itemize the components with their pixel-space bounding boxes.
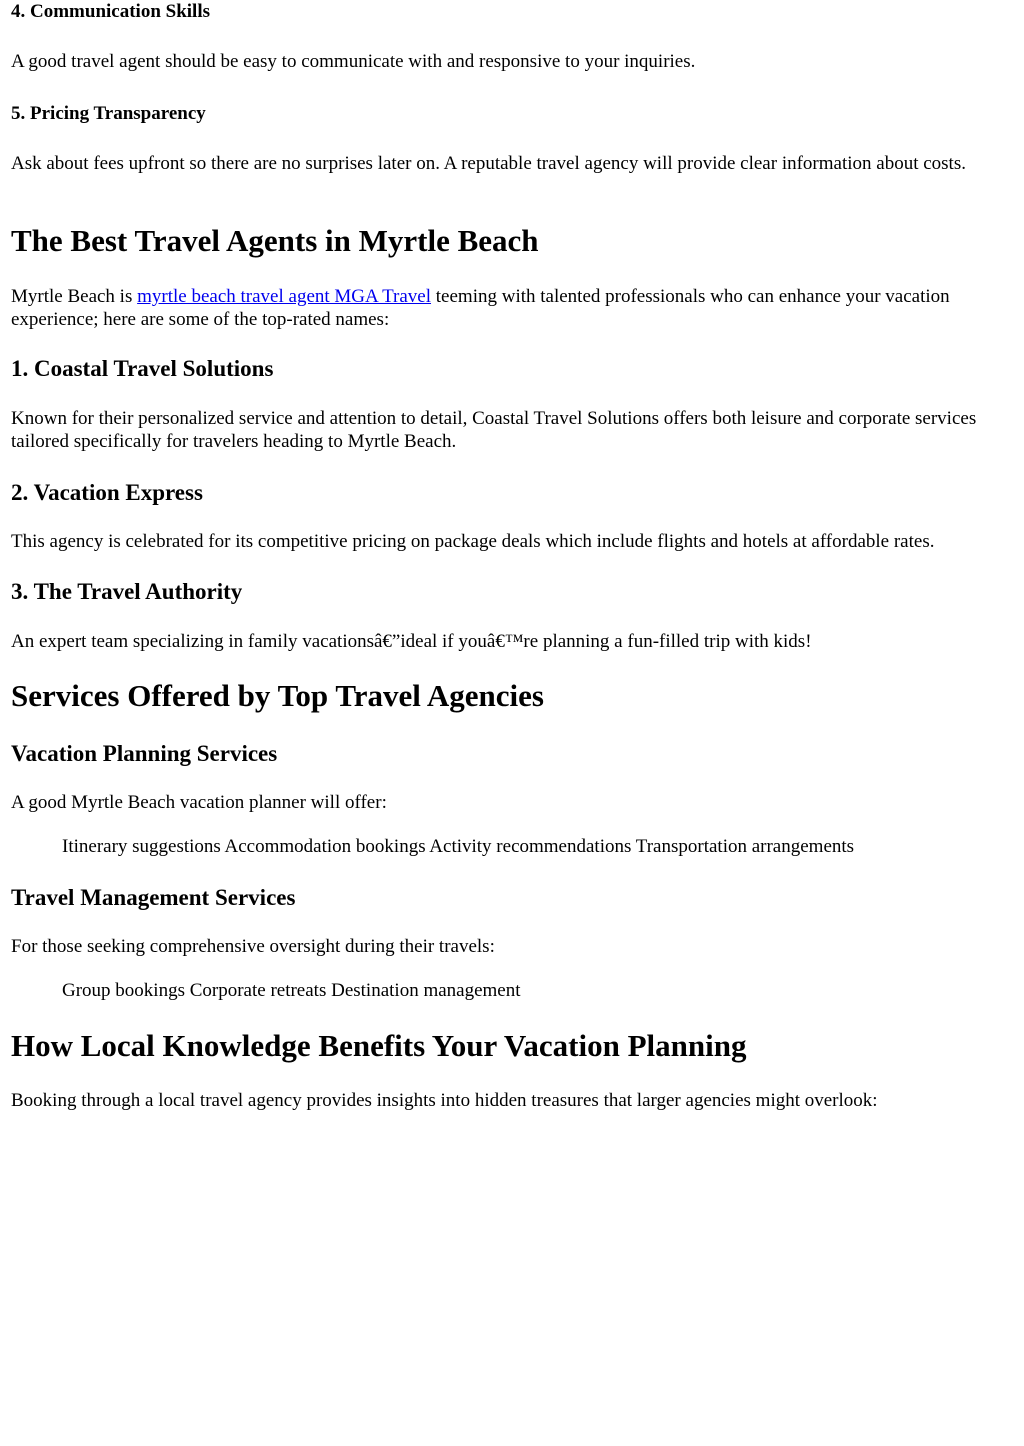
intro-text-after-link: teeming with talented professionals who can enhance your vacation experience; here are some of the top-rated names: — [11, 286, 950, 330]
heading-services-offered: Services Offered by Top Travel Agencies — [11, 678, 544, 713]
list-travel-management: Group bookings Corporate retreats Destination management — [62, 980, 521, 1001]
heading-local-knowledge: How Local Knowledge Benefits Your Vacation Planning — [11, 1028, 747, 1063]
heading-best-travel-agents: The Best Travel Agents in Myrtle Beach — [11, 223, 539, 258]
heading-travel-authority: 3. The Travel Authority — [11, 579, 243, 604]
paragraph-travel-authority: An expert team specializing in family vacationsâ€”ideal if youâ€™re planning a fun-filled trip with kids! — [11, 631, 812, 652]
heading-travel-management-services: Travel Management Services — [11, 885, 296, 910]
paragraph-communication: A good travel agent should be easy to communicate with and responsive to your inquiries. — [11, 51, 696, 72]
heading-coastal-travel-solutions: 1. Coastal Travel Solutions — [11, 356, 274, 381]
mga-travel-link[interactable]: myrtle beach travel agent MGA Travel — [137, 286, 432, 307]
heading-vacation-express: 2. Vacation Express — [11, 480, 203, 505]
heading-communication-skills: 4. Communication Skills — [11, 1, 211, 22]
paragraph-vacation-planning: A good Myrtle Beach vacation planner will offer: — [11, 792, 387, 813]
list-vacation-planning: Itinerary suggestions Accommodation bookings Activity recommendations Transportation arrangements — [62, 836, 855, 857]
paragraph-pricing: Ask about fees upfront so there are no surprises later on. A reputable travel agency will provide clear information about costs. — [11, 153, 966, 174]
paragraph-best-agents-intro — [11, 285, 1021, 331]
intro-text-before-link: Myrtle Beach is — [11, 286, 138, 307]
paragraph-local-knowledge: Booking through a local travel agency provides insights into hidden treasures that larger agencies might overlook: — [11, 1090, 878, 1111]
heading-pricing-transparency: 5. Pricing Transparency — [11, 103, 206, 124]
paragraph-vacation-express: This agency is celebrated for its competitive pricing on package deals which include flights and hotels at affordable rates. — [11, 531, 935, 552]
heading-vacation-planning-services: Vacation Planning Services — [11, 741, 278, 766]
paragraph-travel-management: For those seeking comprehensive oversight during their travels: — [11, 936, 495, 957]
paragraph-coastal: Known for their personalized service and attention to detail, Coastal Travel Solutions offers both leisure and corporate services tailored specifically for travelers heading to Myrtle Beach. — [11, 408, 977, 452]
